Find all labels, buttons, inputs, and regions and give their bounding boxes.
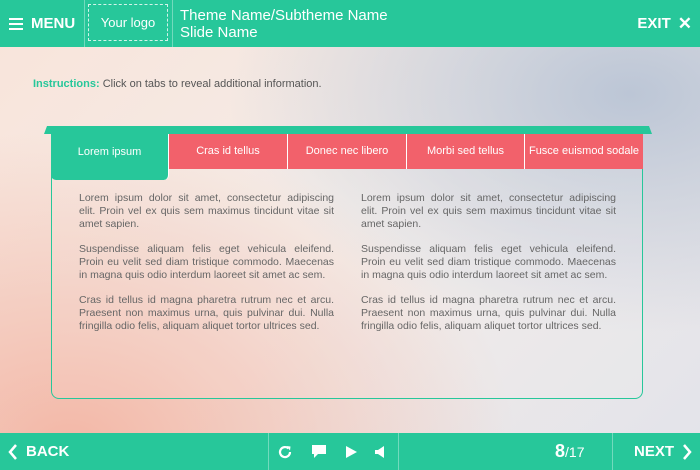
title-block: [180, 7, 388, 41]
current-slide: 8: [555, 441, 566, 461]
subtitles-button[interactable]: [304, 433, 334, 470]
back-button[interactable]: [8, 433, 69, 470]
paragraph: Lorem ipsum dolor sit amet, consectetur adipiscing elit. Proin vel ex quis sem maximus tincidunt vitae sit amet sapien.: [79, 192, 334, 230]
paragraph: Cras id tellus id magna pharetra rutrum nec et arcu. Praesent non maximus urna, quis pulvinar dui. Nulla fringilla odio felis, aliquam aliquet tortor ultrices sed.: [361, 294, 616, 332]
tabs-top-ribbon: [44, 126, 652, 134]
instructions-label: Instructions:: [33, 78, 100, 90]
paragraph: Lorem ipsum dolor sit amet, consectetur adipiscing elit. Proin vel ex quis sem maximus tincidunt vitae sit amet sapien.: [361, 192, 616, 230]
divider: [268, 433, 269, 470]
replay-button[interactable]: [270, 433, 300, 470]
slide-counter: [555, 433, 584, 470]
tab-strip: [51, 134, 643, 169]
tab-lorem-ipsum[interactable]: Lorem ipsum: [51, 134, 169, 180]
bottom-bar: [0, 433, 700, 470]
instructions-text: Click on tabs to reveal additional information.: [102, 78, 322, 90]
exit-label: EXIT: [637, 15, 671, 32]
content-column-left: [79, 192, 334, 345]
paragraph: Suspendisse aliquam felis eget vehicula eleifend. Proin eu velit sed diam tristique commodo. Maecenas in magna quis odio interdum laoreet sit amet ac sem.: [79, 243, 334, 281]
replay-icon: [277, 444, 293, 460]
chevron-left-icon: [8, 444, 18, 460]
play-button[interactable]: [336, 433, 366, 470]
paragraph: Cras id tellus id magna pharetra rutrum nec et arcu. Praesent non maximus urna, quis pulvinar dui. Nulla fringilla odio felis, aliquam aliquet tortor ultrices sed.: [79, 294, 334, 332]
next-button[interactable]: [634, 433, 692, 470]
divider: [612, 433, 613, 470]
content-column-right: [361, 192, 616, 345]
volume-icon: [374, 445, 388, 459]
chevron-right-icon: [682, 444, 692, 460]
tab-fusce-euismod-sodale[interactable]: Fusce euismod sodale: [525, 134, 643, 169]
exit-button[interactable]: [637, 0, 692, 47]
subtitles-icon: [311, 444, 327, 459]
tab-donec-nec-libero[interactable]: Donec nec libero: [288, 134, 407, 169]
divider: [172, 0, 173, 47]
instructions: [33, 78, 322, 90]
next-label: NEXT: [633, 443, 674, 460]
close-icon: ✕: [677, 13, 692, 33]
tab-morbi-sed-tellus[interactable]: Morbi sed tellus: [407, 134, 525, 169]
volume-button[interactable]: [366, 433, 396, 470]
logo: Your logo: [88, 4, 168, 41]
menu-label: MENU: [31, 15, 76, 32]
top-bar: [0, 0, 700, 47]
divider: [84, 0, 85, 47]
paragraph: Suspendisse aliquam felis eget vehicula eleifend. Proin eu velit sed diam tristique commodo. Maecenas in magna quis odio interdum laoreet sit amet ac sem.: [361, 243, 616, 281]
back-label: BACK: [26, 443, 70, 460]
divider: [398, 433, 399, 470]
menu-button[interactable]: [0, 0, 84, 47]
theme-name: Theme Name/Subtheme Name: [180, 7, 388, 24]
play-icon: [344, 445, 358, 459]
slide-name: Slide Name: [180, 24, 258, 41]
hamburger-icon: [9, 18, 23, 30]
total-slides: /17: [565, 443, 585, 460]
tab-cras-id-tellus[interactable]: Cras id tellus: [169, 134, 288, 169]
